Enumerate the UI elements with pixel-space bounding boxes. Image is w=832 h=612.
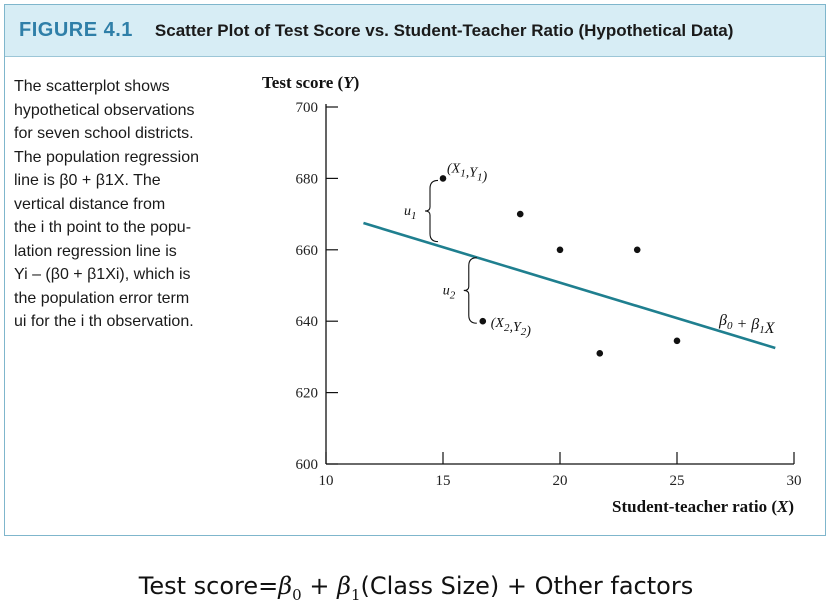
y-tick-label: 680	[295, 171, 318, 188]
x-tick-label: 30	[786, 473, 802, 489]
point-label-x2y2: $(X_2,Y_2)$	[490, 316, 531, 340]
data-point	[440, 175, 447, 182]
x-tick-label: 10	[318, 473, 334, 489]
figure-title: Scatter Plot of Test Score vs. Student-Teacher Ratio (Hypothetical Data)	[154, 20, 734, 40]
data-point	[479, 318, 486, 325]
data-point	[634, 247, 641, 254]
x-tick-label: 20	[552, 473, 568, 489]
data-point	[517, 211, 524, 218]
y-tick-label: 600	[295, 457, 318, 473]
brace-u2	[464, 258, 477, 324]
caption-line: Yi – (β0 + β1Xi), which is	[14, 266, 191, 283]
beta1-subscript: 1	[350, 585, 361, 604]
x-tick-label: 25	[669, 473, 685, 489]
beta1-symbol: β	[337, 572, 351, 600]
caption-line: for seven school districts.	[14, 125, 194, 142]
caption-line: hypothetical observations	[14, 101, 195, 119]
beta0-subscript: 0	[292, 585, 302, 604]
caption-line: the population error term	[14, 289, 190, 307]
data-point	[557, 247, 564, 254]
figure-label: FIGURE 4.1	[19, 19, 133, 41]
y-tick-label: 620	[295, 385, 318, 402]
caption-line: line is β0 + β1X. The	[14, 172, 161, 189]
caption-line: the i th point to the popu-	[14, 219, 192, 236]
y-axis-label: Test score (Y)	[262, 73, 360, 92]
regression-line	[363, 223, 775, 348]
equation-plus: +	[301, 572, 338, 600]
x-axis-label: Student-teacher ratio (X)	[612, 497, 794, 516]
equation-prefix: Test score=	[138, 572, 279, 600]
y-tick-label: 660	[295, 242, 318, 259]
caption-line: ui for the i th observation.	[14, 313, 194, 330]
error-label-u1: $u_1$	[404, 204, 417, 223]
caption-line: lation regression line is	[14, 242, 177, 260]
footer-equation	[0, 572, 832, 604]
caption-line: The population regression	[14, 148, 200, 166]
equation-rest: (Class Size) + Other factors	[360, 572, 694, 600]
data-point	[674, 338, 681, 345]
caption-line: vertical distance from	[14, 195, 166, 213]
x-tick-label: 15	[435, 473, 451, 489]
y-tick-label: 700	[295, 100, 318, 116]
regression-line-label: $\beta_0 + \beta_1X$	[719, 312, 775, 337]
error-label-u2: $u_2$	[442, 283, 456, 302]
y-tick-label: 640	[295, 314, 318, 331]
point-label-x1y1: $(X_1,Y_1)$	[447, 161, 488, 185]
brace-u1	[425, 180, 438, 241]
beta0-symbol: β	[278, 572, 293, 600]
caption-line: The scatterplot shows	[14, 78, 170, 95]
data-point	[596, 350, 603, 357]
